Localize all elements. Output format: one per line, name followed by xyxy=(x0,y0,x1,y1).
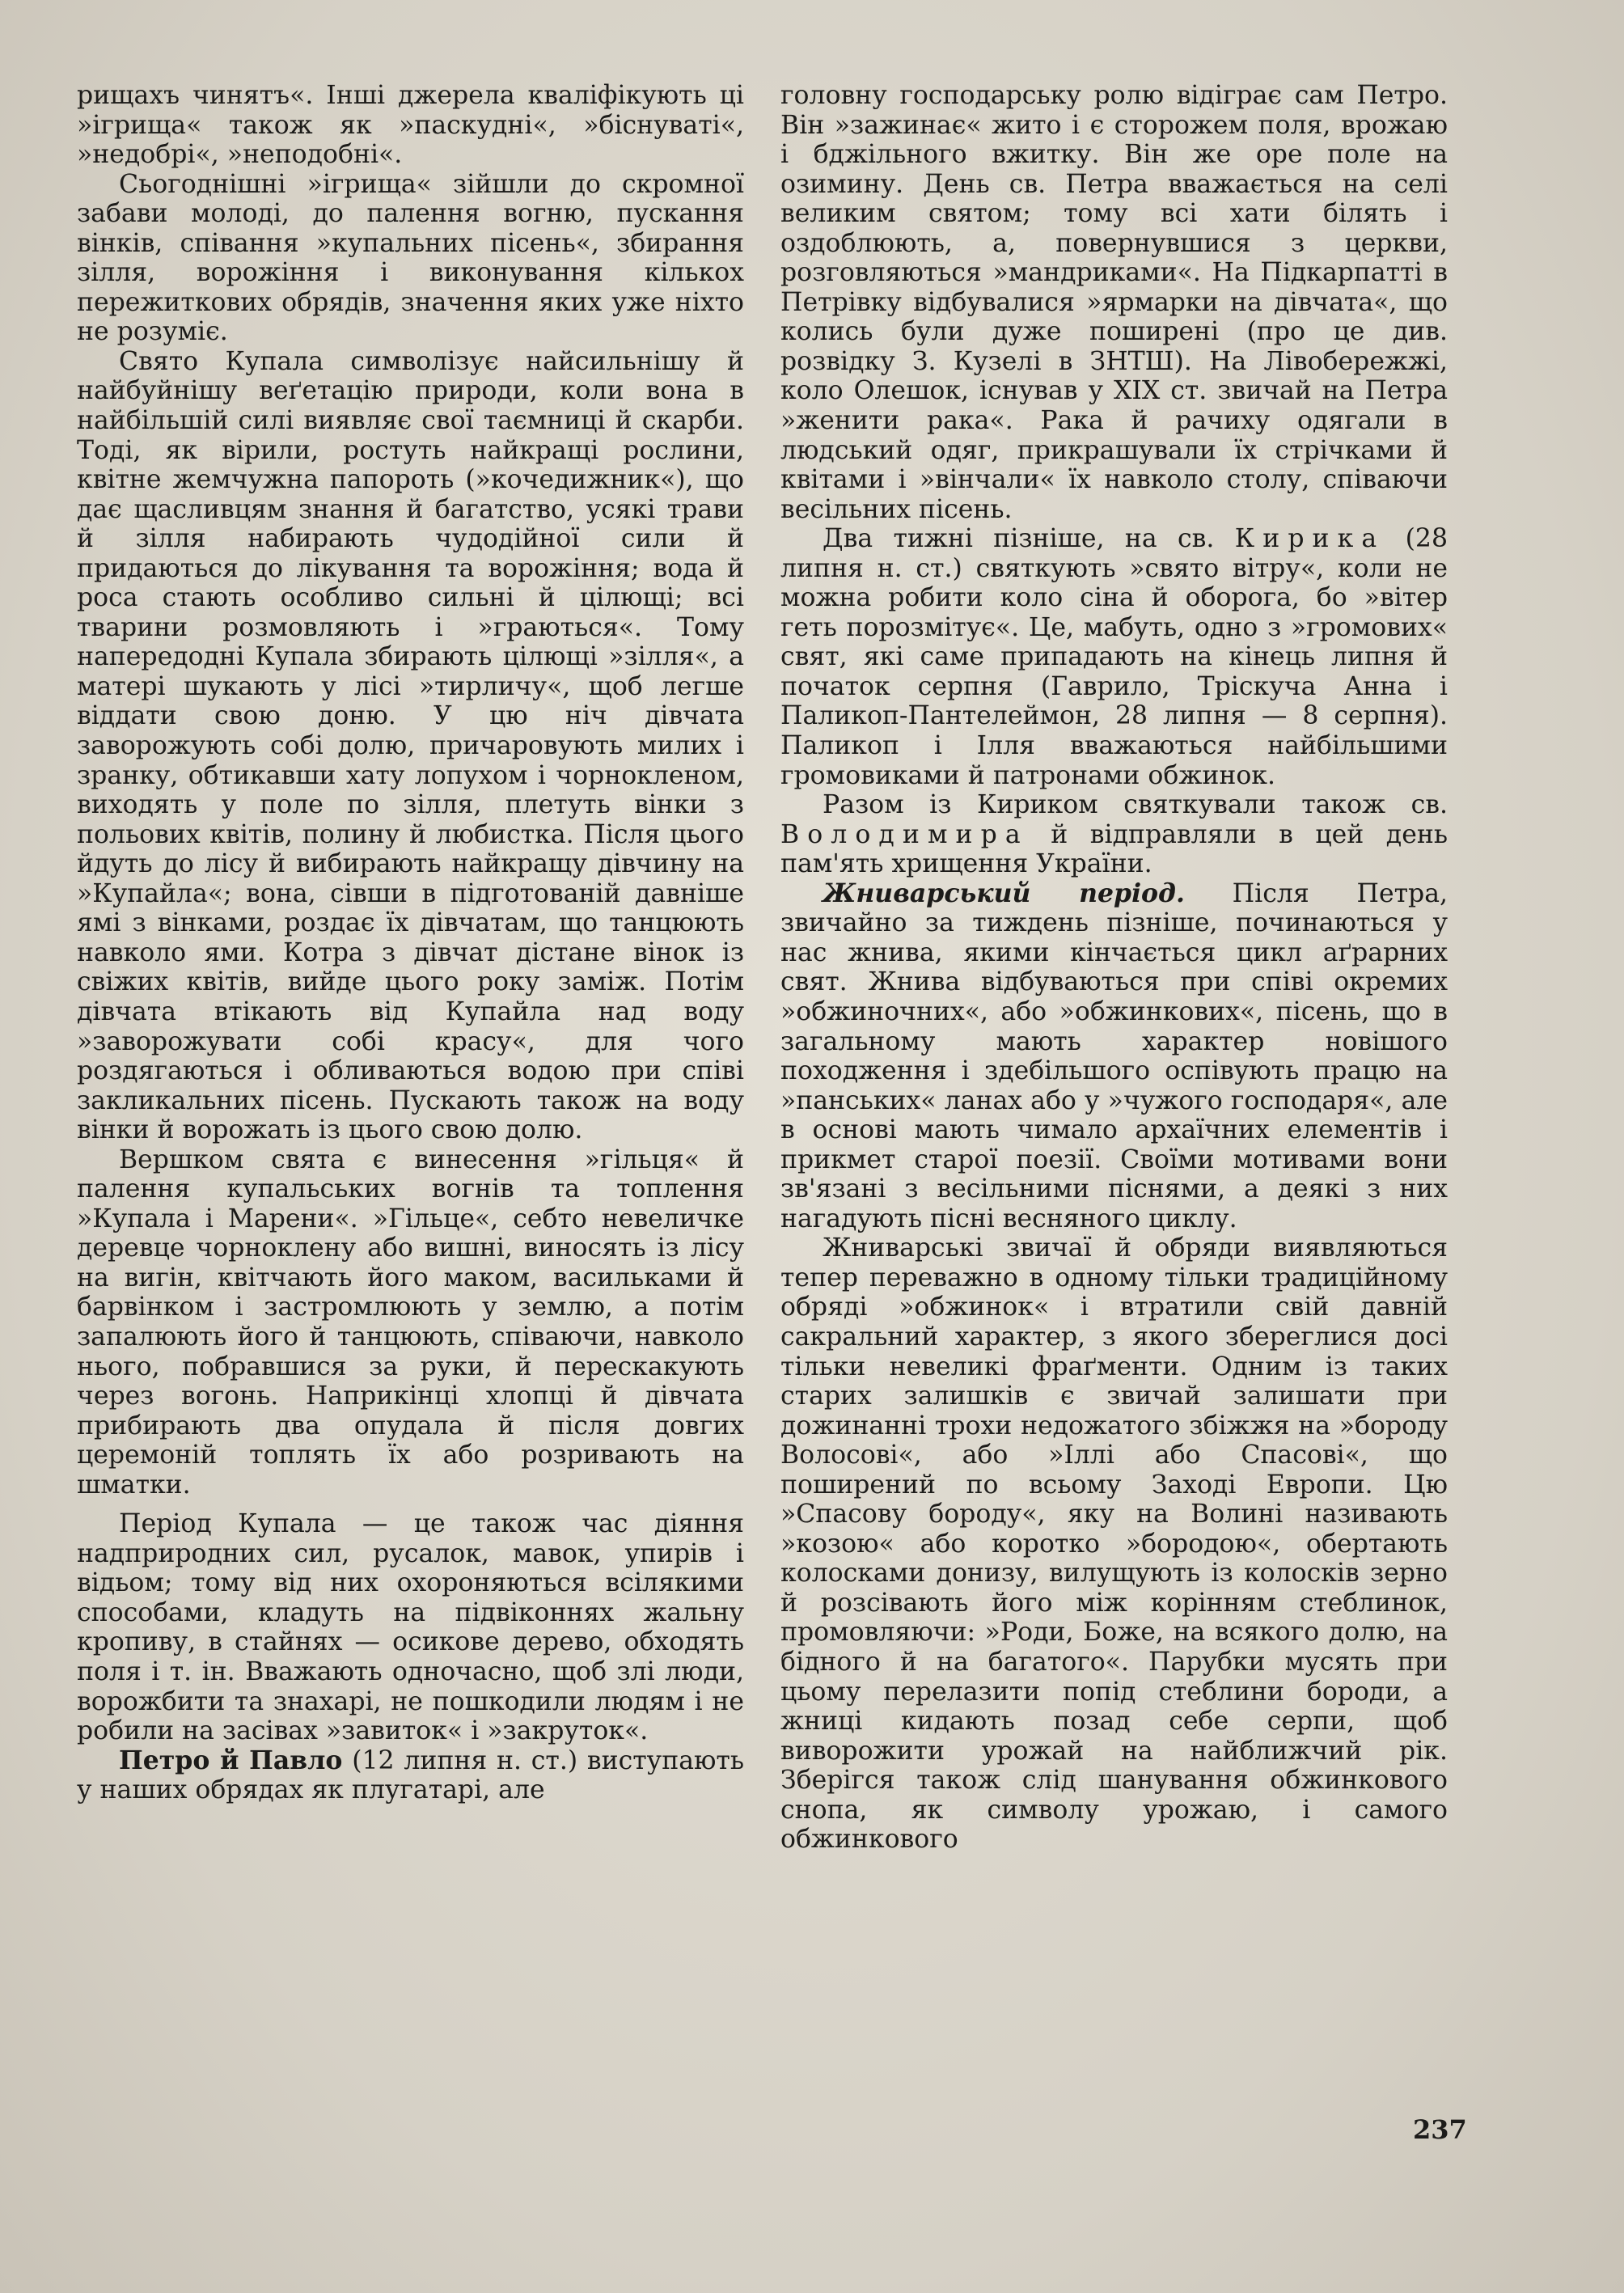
right-column xyxy=(780,81,1448,1855)
paragraph: Вершком свята є винесення »гільця« й палення купальських вогнів та топлення »Купала і Марени«. »Гільце«, себто невеличке деревце чорноклену або вишні, виносять із лісу на вигін, квітчають його маком, васильками й барвінком і застромлюють у землю, а потім запалюють його й танцюють, співаючи, навколо нього, побравшися за руки, й перескакують через вогонь. Наприкінці хлопці й дівчата прибирають два опудала й після довгих церемоній топлять їх або розривають на шматки. xyxy=(77,1144,744,1500)
spaced-name-volodymyr: Володимира xyxy=(780,819,1029,849)
paragraph-text: (12 липня н. ст.) виступають у наших обрядах як плугатарі, але xyxy=(77,1745,744,1805)
paragraph-text: Після Петра, звичайно за тиждень пізніше, починаються у нас жнива, якими кінчається цикл аґрарних свят. Жнива відбуваються при співі окремих »обжиночних«, або »обжинкових«, пісень, що в загальному мають характер новішого походження і здебільшого оспівують працю на »панських« ланах або у »чужого господаря«, але в основі мають чимало архаїчних елементів і прикмет старої поезії. Своїми мотивами вони зв'язані з весільними піснями, а деякі з них нагадують пісні весняного циклу. xyxy=(780,878,1448,1233)
paragraph-text: Разом із Кириком святкували також св. xyxy=(823,790,1448,820)
paragraph: Свято Купала символізує найсильнішу й найбуйнішу веґетацію природи, коли вона в найбільшій силі виявляє свої таємниці й скарби. Тоді, як вірили, ростуть найкращі рослини, квітне жемчужна папороть (»кочедижник«), що дає щасливцям знання й багатство, усякі трави й зілля набирають чудодійної сили й придаються до лікування та ворожіння; вода й роса стають особливо сильні й цілющі; всі тварини розмовляють і »граються«. Тому напередодні Купала збирають цілющі »зілля«, а матері шукають у лісі »тирличу«, щоб легше віддати свою доню. У цю ніч дівчата заворожують собі долю, причаровують милих і зранку, обтикавши хату лопухом і чорнокленом, виходять у поле по зілля, плетуть вінки з польових квітів, полину й любистка. Після цього йдуть до лісу й вибирають найкращу дівчину на »Купайла«; вона, сівши в підготованій давніше ямі з вінками, роздає їх дівчатам, що танцюють навколо ями. Котра з дівчат дістане вінок із свіжих квітів, вийде цього року заміж. Потім дівчата втікають від Купайла над воду »заворожувати собі красу«, для чого роздягаються і обливаються водою при співі закликальних пісень. Пускають також на воду вінки й ворожать із цього свою долю. xyxy=(77,346,744,1145)
left-column xyxy=(77,81,744,1805)
paragraph-text: Два тижні пізніше, на св. xyxy=(823,524,1235,554)
paragraph: рищахъ чинятъ«. Інші джерела кваліфікують ці »ігрища« також як »паскудні«, »біснуваті«, »недобрі«, »неподобні«. xyxy=(77,81,744,170)
paragraph xyxy=(780,790,1448,879)
paragraph xyxy=(780,879,1448,1234)
paragraph xyxy=(780,524,1448,790)
paragraph: Жниварські звичаї й обряди виявляються тепер переважно в одному тільки традиційному обряді »обжинок« і втратили свій давній сакральний характер, з якого збереглися досі тільки невеликі фраґменти. Одним із таких старих залишків є звичай залишати при дожинанні трохи недожатого збіжжя на »бороду Волосові«, або »Іллі або Спасові«, що поширений по всьому Заході Европи. Цю »Спасову бороду«, яку на Волині називають »козою« або коротко »бородою«, обертають колосками донизу, вилущують із колосків зерно й розсівають його між корінням стеблинок, промовляючи: »Роди, Боже, на всякого долю, на бідного й на багатого«. Парубки мусять при цьому перелазити попід стеблини бороди, а жниці кидають позад себе серпи, щоб виворожити урожай на найближчий рік. Зберігся також слід шанування обжинкового снопа, як символу урожаю, і самого обжинкового xyxy=(780,1233,1448,1855)
page-number: 237 xyxy=(1413,2114,1467,2145)
paragraph: Сьогоднішні »ігрища« зійшли до скромної забави молоді, до палення вогню, пускання вінків, співання »купальних пісень«, збирання зілля, ворожіння і виконування кількох пережиткових обрядів, значення яких уже ніхто не розуміє. xyxy=(77,169,744,347)
spaced-name-kyryk: Кирика xyxy=(1234,524,1385,554)
paragraph-text: й відправляли в цей день пам'ять хрищення України. xyxy=(780,819,1448,879)
paragraph-text: (28 липня н. ст.) святкують »свято вітру«, коли не можна робити коло сіна й оборога, бо »вітер геть порозмітує«. Це, мабуть, одно з »громових« свят, які саме припадають на кінець липня й початок серпня (Гаврило, Тріскуча Анна і Паликоп-Пантелеймон, 28 липня — 8 серпня). Паликоп і Ілля вважаються найбільшими громовиками й патронами обжинок. xyxy=(780,524,1448,790)
paragraph: Період Купала — це також час діяння надприродних сил, русалок, мавок, упирів і відьом; тому від них охороняються всілякими способами, кладуть на підвіконнях жальну кропиву, в стайнях — осикове дерево, обходять поля і т. ін. Вважають одночасно, щоб злі люди, ворожбити та знахарі, не пошкодили людям і не робили на засівах »завиток« і »закруток«. xyxy=(77,1509,744,1746)
section-heading-petro-pavlo: Петро й Павло xyxy=(119,1745,343,1775)
paragraph: головну господарську ролю відіграє сам Петро. Він »зажинає« жито і є сторожем поля, врожаю і бджільного вжитку. Він же оре поле на озимину. День св. Петра вважається на селі великим святом; тому всі хати білять і оздоблюють, а, повернувшися з церкви, розговляються »мандриками«. На Підкарпатті в Петрівку відбувалися »ярмарки на дівчата«, що колись були дуже поширені (про це див. розвідку З. Кузелі в ЗНТШ). На Лівобережжі, коло Олешок, існував у XIX ст. звичай на Петра »женити рака«. Рака й рачиху одягали в людський одяг, прикрашували їх стрічками й квітами і »вінчали« їх навколо столу, співаючи весільних пісень. xyxy=(780,81,1448,524)
section-heading-harvest-period: Жниварський період. xyxy=(823,878,1185,908)
paragraph xyxy=(77,1746,744,1805)
